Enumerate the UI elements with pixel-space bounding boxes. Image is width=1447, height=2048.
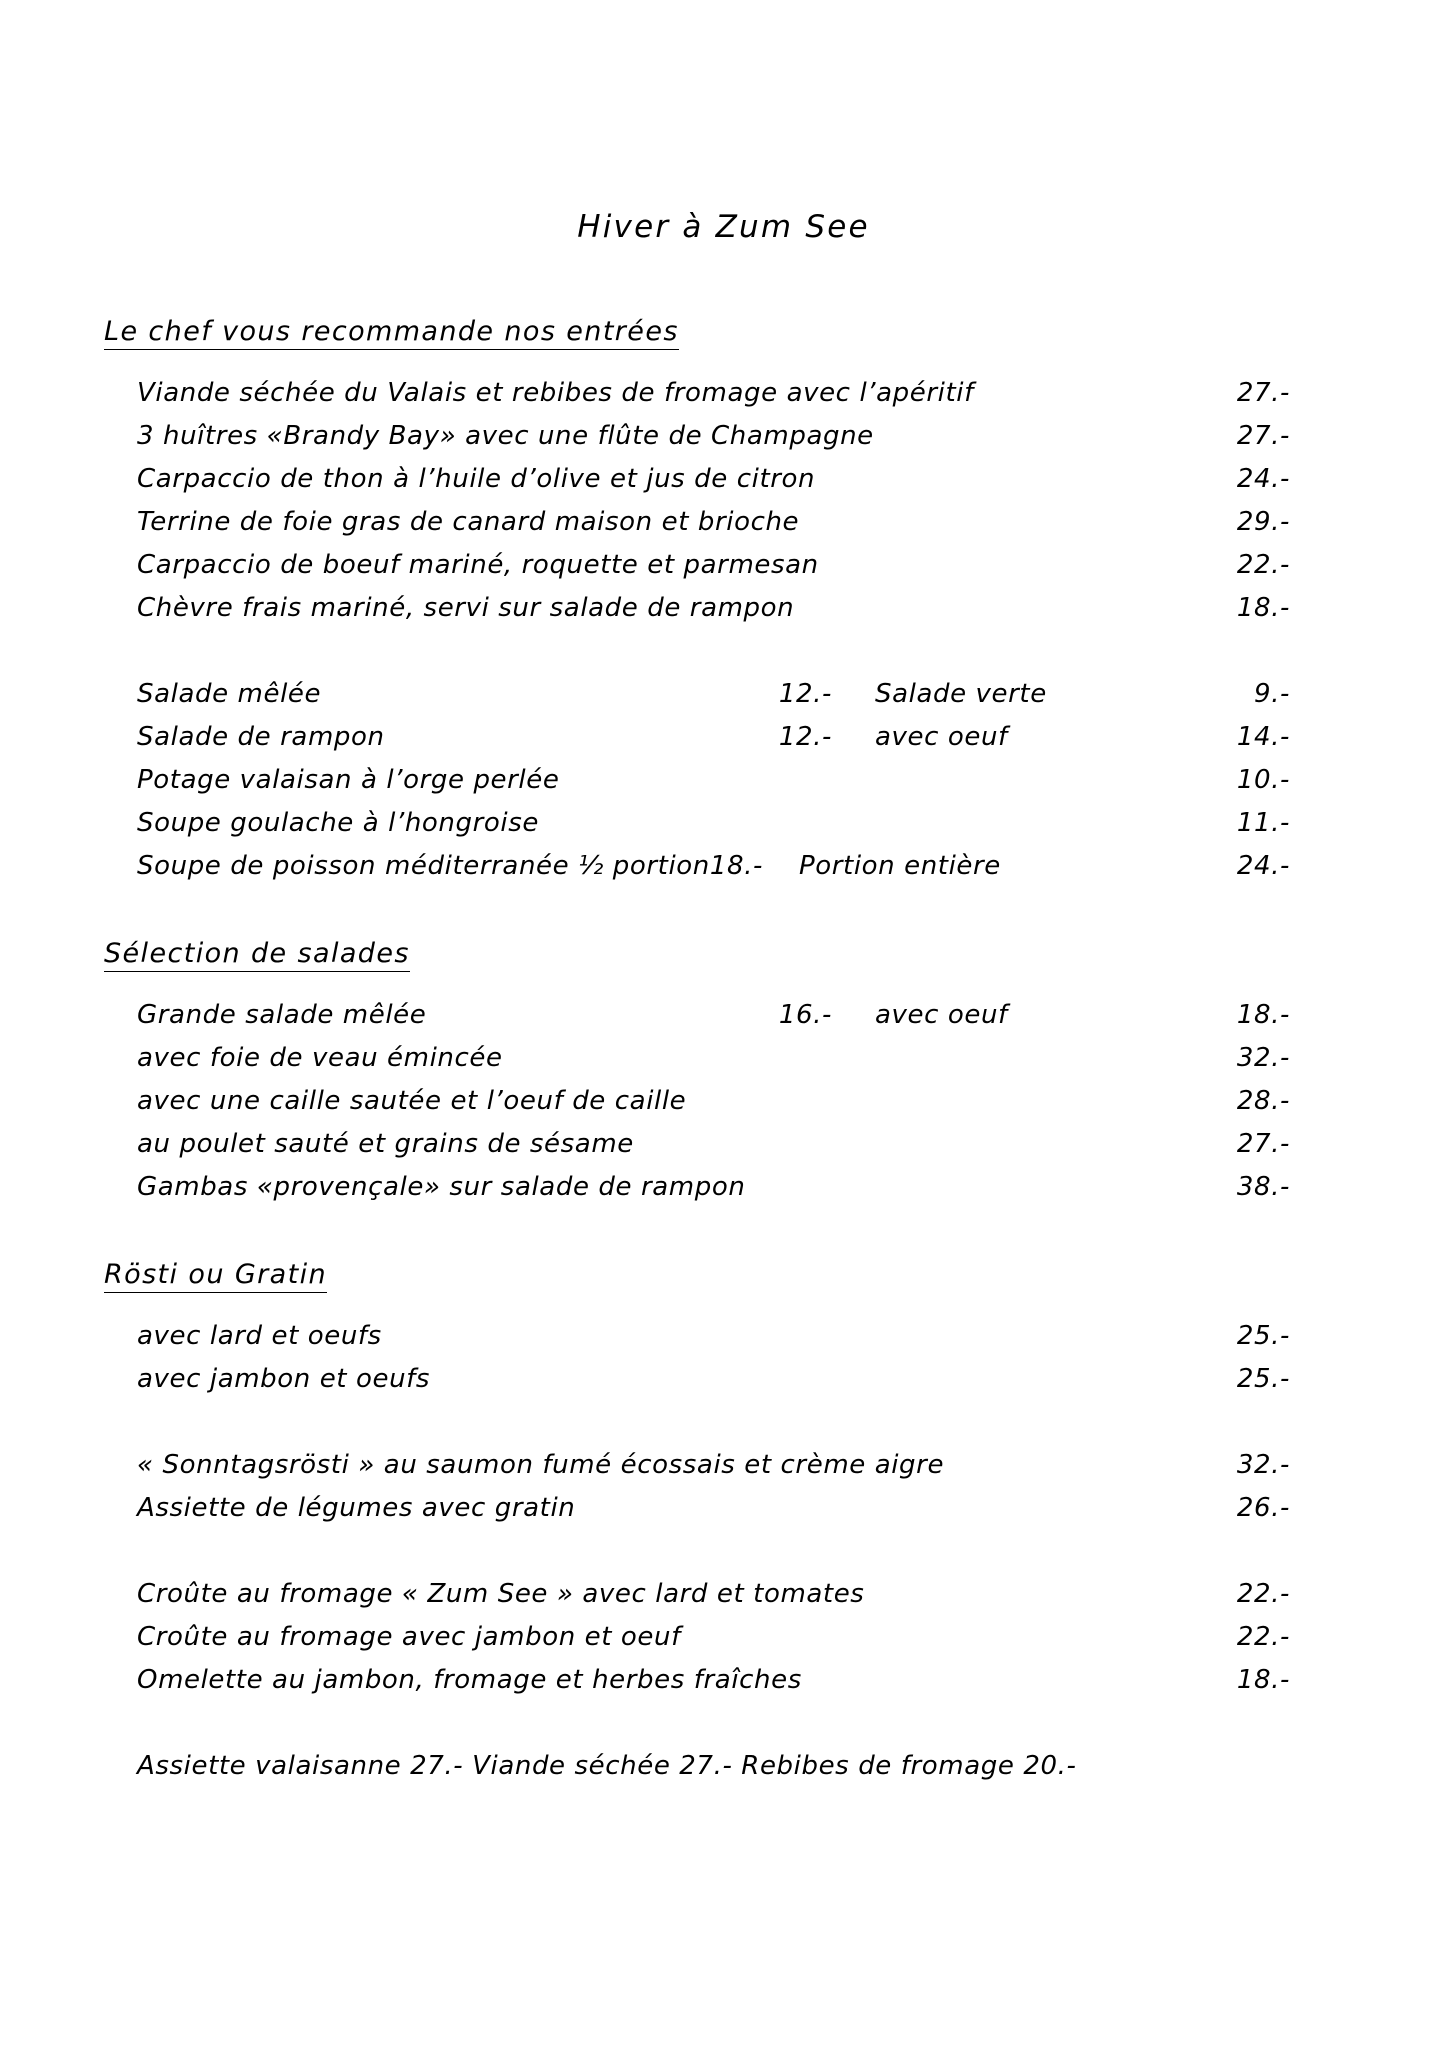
menu-item-price: 18.-	[1236, 1000, 1290, 1030]
menu-item-price: 32.-	[1236, 1043, 1290, 1073]
menu-item-price: 28.-	[1236, 1086, 1290, 1116]
menu-item-row	[137, 1573, 1294, 1616]
menu-item-price: 18.-	[1236, 593, 1290, 623]
menu-item-row	[137, 415, 1294, 458]
menu-item-name: 3 huîtres «Brandy Bay» avec une flûte de Champagne	[137, 421, 874, 451]
menu-item-row	[137, 1444, 1294, 1487]
menu-item-mid-price: 12.-	[778, 679, 832, 709]
menu-section	[104, 940, 1294, 1209]
menu-item-row	[137, 372, 1294, 415]
menu-section	[104, 318, 1294, 888]
menu-item-price: 25.-	[1236, 1364, 1290, 1394]
menu-item-group	[137, 994, 1294, 1209]
menu-item-row	[137, 845, 1294, 888]
menu-item-price: 22.-	[1236, 1622, 1290, 1652]
menu-item-row	[137, 1080, 1294, 1123]
menu-item-price: 26.-	[1236, 1493, 1290, 1523]
menu-item-row	[137, 587, 1294, 630]
menu-item-name: avec foie de veau émincée	[137, 1043, 503, 1073]
menu-item-price: 25.-	[1236, 1321, 1290, 1351]
section-gap	[104, 1209, 1294, 1261]
menu-item-name: Terrine de foie gras de canard maison et brioche	[137, 507, 800, 537]
section-heading-wrap	[104, 940, 1294, 994]
menu-item-name: Croûte au fromage « Zum See » avec lard et tomates	[137, 1579, 865, 1609]
menu-item-name: Soupe de poisson méditerranée ½ portion18.-	[137, 851, 763, 881]
menu-item-row	[137, 673, 1294, 716]
menu-item-row	[137, 1037, 1294, 1080]
menu-item-name: Viande séchée du Valais et rebibes de fromage avec l’apéritif	[137, 378, 974, 408]
menu-item-price: 38.-	[1236, 1172, 1290, 1202]
menu-item-row	[137, 759, 1294, 802]
menu-item-alt-name: avec oeuf	[875, 1000, 1008, 1030]
menu-item-name: Soupe goulache à l’hongroise	[137, 808, 539, 838]
page-title: Hiver à Zum See	[577, 209, 870, 245]
menu-item-row	[137, 1123, 1294, 1166]
menu-item-name: Gambas «provençale» sur salade de rampon	[137, 1172, 746, 1202]
menu-item-row	[137, 1315, 1294, 1358]
menu-item-alt-name: Salade verte	[875, 679, 1047, 709]
section-heading: Sélection de salades	[104, 940, 410, 972]
menu-item-row	[137, 1487, 1294, 1530]
menu-item-row	[137, 1616, 1294, 1659]
menu-item-row	[137, 1166, 1294, 1209]
group-gap	[104, 630, 1294, 673]
menu-item-row	[137, 994, 1294, 1037]
menu-item-row	[137, 1358, 1294, 1401]
section-heading-wrap	[104, 1261, 1294, 1315]
menu-item-price: 14.-	[1236, 722, 1290, 752]
menu-item-group	[137, 1444, 1294, 1530]
menu-item-price: 32.-	[1236, 1450, 1290, 1480]
menu-item-alt-name: avec oeuf	[875, 722, 1008, 752]
menu-item-name: avec jambon et oeufs	[137, 1364, 431, 1394]
menu-item-group	[137, 372, 1294, 630]
menu-item-name: Carpaccio de boeuf mariné, roquette et parmesan	[137, 550, 819, 580]
menu-item-name: Carpaccio de thon à l’huile d’olive et jus de citron	[137, 464, 816, 494]
menu-item-row	[137, 716, 1294, 759]
footer-gap	[104, 1702, 1294, 1745]
menu-section	[104, 1261, 1294, 1702]
menu-item-price: 10.-	[1236, 765, 1290, 795]
menu-item-row	[137, 802, 1294, 845]
menu-item-row	[137, 458, 1294, 501]
menu-item-group	[137, 673, 1294, 888]
menu-item-price: 11.-	[1236, 808, 1290, 838]
menu-item-row	[137, 1659, 1294, 1702]
section-heading: Le chef vous recommande nos entrées	[104, 318, 679, 350]
menu-body	[104, 318, 1294, 1788]
menu-item-name: « Sonntagsrösti » au saumon fumé écossais et crème aigre	[137, 1450, 945, 1480]
menu-item-name: Omelette au jambon, fromage et herbes fraîches	[137, 1665, 802, 1695]
menu-item-price: 24.-	[1236, 464, 1290, 494]
menu-item-name: au poulet sauté et grains de sésame	[137, 1129, 634, 1159]
menu-item-name: Grande salade mêlée	[137, 1000, 427, 1030]
menu-item-price: 24.-	[1236, 851, 1290, 881]
menu-item-price: 9.-	[1254, 679, 1290, 709]
menu-item-row	[137, 544, 1294, 587]
menu-item-name: Salade mêlée	[137, 679, 322, 709]
menu-item-price: 27.-	[1236, 421, 1290, 451]
menu-item-name: Croûte au fromage avec jambon et oeuf	[137, 1622, 681, 1652]
group-gap	[104, 1401, 1294, 1444]
footer-note: Assiette valaisanne 27.- Viande séchée 27.- Rebibes de fromage 20.-	[137, 1751, 1077, 1781]
menu-item-price: 27.-	[1236, 378, 1290, 408]
menu-item-row	[137, 501, 1294, 544]
group-gap	[104, 1530, 1294, 1573]
menu-item-name: Salade de rampon	[137, 722, 385, 752]
menu-item-price: 18.-	[1236, 1665, 1290, 1695]
section-heading: Rösti ou Gratin	[104, 1261, 327, 1293]
menu-item-mid-price: 16.-	[778, 1000, 832, 1030]
menu-item-price: 22.-	[1236, 550, 1290, 580]
menu-item-name: avec lard et oeufs	[137, 1321, 382, 1351]
menu-item-price: 27.-	[1236, 1129, 1290, 1159]
section-gap	[104, 888, 1294, 940]
menu-item-name: avec une caille sautée et l’oeuf de caille	[137, 1086, 687, 1116]
menu-item-mid-price: 12.-	[778, 722, 832, 752]
menu-item-price: 29.-	[1236, 507, 1290, 537]
menu-item-price: 22.-	[1236, 1579, 1290, 1609]
menu-item-name: Potage valaisan à l’orge perlée	[137, 765, 560, 795]
menu-item-name: Assiette de légumes avec gratin	[137, 1493, 576, 1523]
menu-item-name: Chèvre frais mariné, servi sur salade de rampon	[137, 593, 795, 623]
menu-item-alt-name: Portion entière	[798, 851, 1001, 881]
menu-item-group	[137, 1573, 1294, 1702]
menu-item-group	[137, 1315, 1294, 1401]
section-heading-wrap	[104, 318, 1294, 372]
